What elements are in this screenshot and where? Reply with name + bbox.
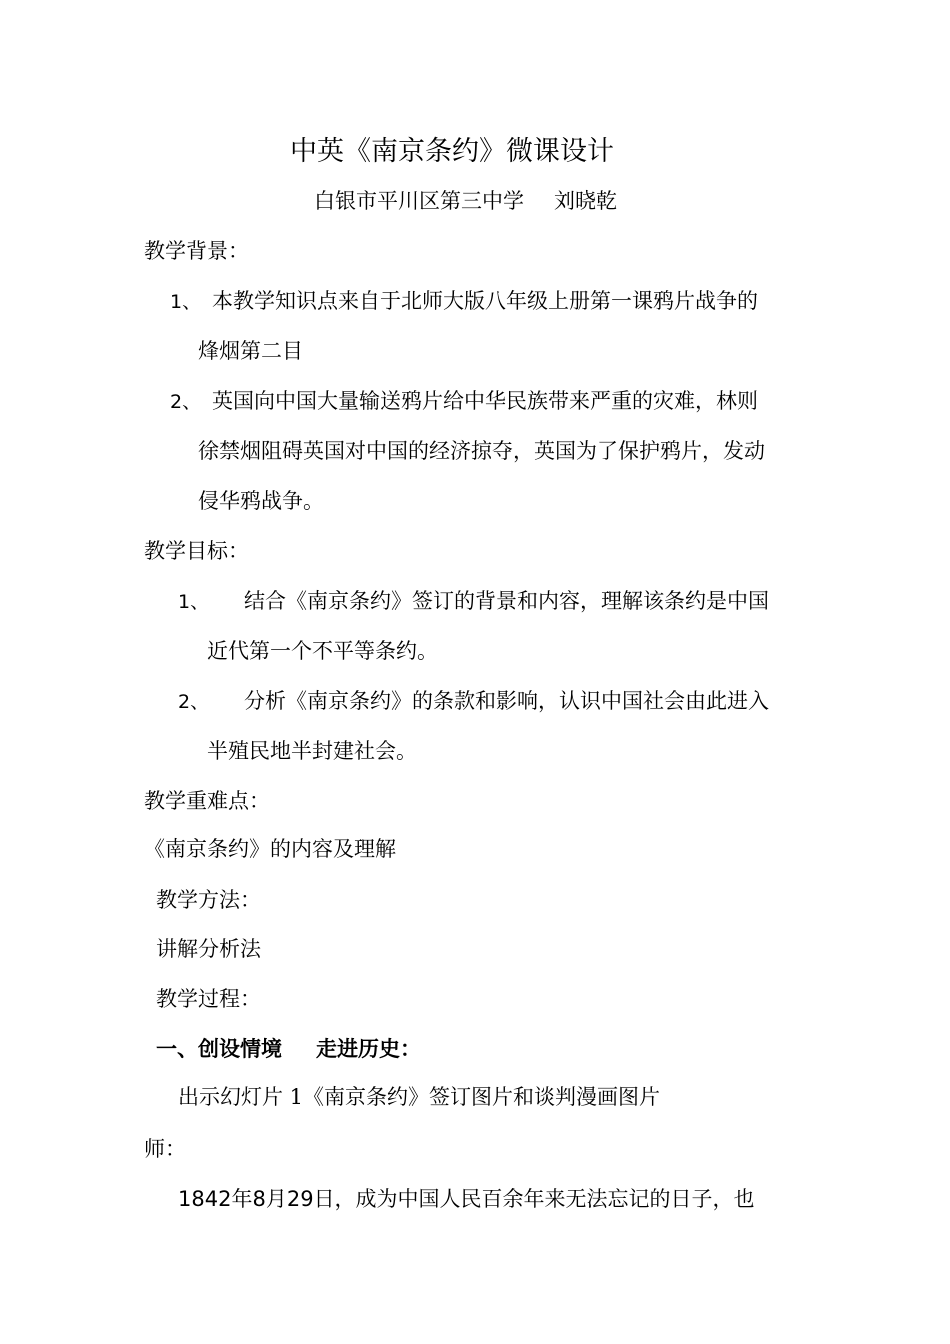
background-item-2-line2: 徐禁烟阻碍英国对中国的经济掠夺，英国为了保护鸦片，发动 — [198, 439, 765, 463]
author-line — [314, 188, 617, 214]
author-name: 刘晓乾 — [554, 189, 617, 213]
background-item-2-num: 2、 — [170, 391, 202, 413]
background-item-1-line2: 烽烟第二目 — [198, 339, 303, 363]
page-title: 中英《南京条约》微课设计 — [290, 136, 614, 167]
teacher-speech-line — [178, 1186, 755, 1212]
goals-item-2-num: 2、 — [178, 691, 210, 713]
key-points-heading: 教学重难点： — [144, 789, 270, 813]
date-month: 8 — [252, 1187, 266, 1211]
method-content: 讲解分析法 — [156, 937, 261, 961]
date-day: 29 — [286, 1187, 314, 1211]
slide-note: 出示幻灯片 1《南京条约》签订图片和谈判漫画图片 — [178, 1085, 661, 1109]
goals-item-1-line1: 结合《南京条约》签订的背景和内容，理解该条约是中国 — [244, 589, 769, 613]
background-item-2-line1: 英国向中国大量输送鸦片给中华民族带来严重的灾难，林则 — [212, 389, 758, 413]
date-rest: 日，成为中国人民百余年来无法忘记的日子，也 — [313, 1187, 755, 1211]
goals-item-1-num: 1、 — [178, 591, 210, 613]
method-heading: 教学方法： — [156, 888, 261, 912]
teacher-label: 师： — [144, 1137, 186, 1161]
date-month-suffix: 月 — [265, 1187, 287, 1211]
background-item-2-line3: 侵华鸦战争。 — [198, 489, 324, 513]
goals-item-1-line2: 近代第一个不平等条约。 — [207, 639, 438, 663]
goals-heading: 教学目标： — [144, 539, 249, 563]
date-year-suffix: 年 — [231, 1187, 253, 1211]
background-item-1-num: 1、 — [170, 291, 202, 313]
background-item-1-line1: 本教学知识点来自于北师大版八年级上册第一课鸦片战争的 — [212, 289, 758, 313]
background-heading: 教学背景： — [144, 239, 249, 263]
key-points-content: 《南京条约》的内容及理解 — [144, 837, 396, 861]
section-1-part1: 一、创设情境 — [156, 1037, 282, 1061]
section-1-part2: 走进历史： — [316, 1037, 421, 1061]
author-school: 白银市平川区第三中学 — [314, 189, 524, 213]
goals-item-2-line1: 分析《南京条约》的条款和影响，认识中国社会由此进入 — [244, 689, 769, 713]
date-year: 1842 — [178, 1187, 232, 1211]
section-1-heading — [156, 1036, 421, 1062]
process-heading: 教学过程： — [156, 987, 261, 1011]
goals-item-2-line2: 半殖民地半封建社会。 — [207, 739, 417, 763]
